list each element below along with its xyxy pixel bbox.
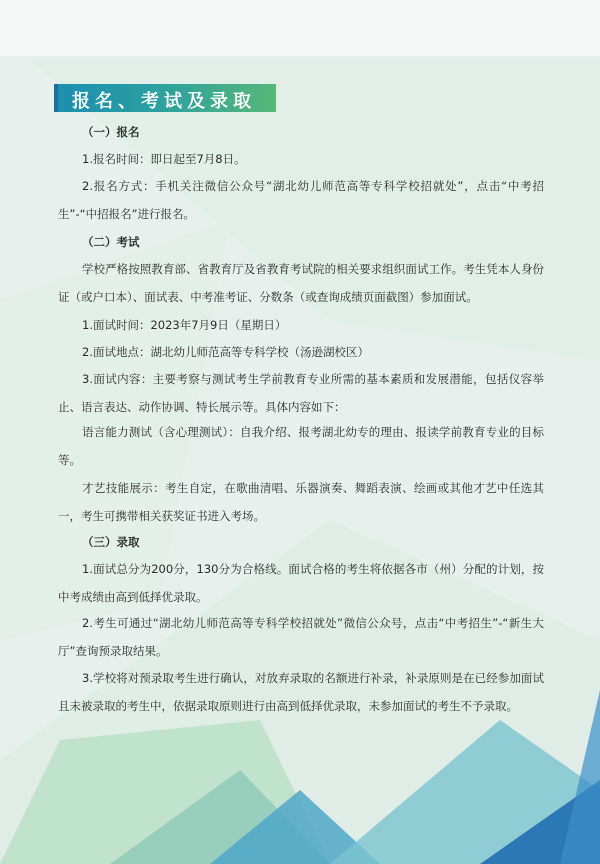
admission-confirm: 3.学校将对预录取考生进行确认，对放弃录取的名额进行补录，补录原则是在已经参加面试且未被录取的考生中，依据录取原则进行由高到低择优录取，未参加面试的考生不予录取。 bbox=[58, 671, 544, 713]
admission-score: 1.面试总分为200分，130分为合格线。面试合格的考生将依据各市（州）分配的计划，按中考成绩由高到低择优录取。 bbox=[58, 562, 544, 604]
exam-heading: （二）考试 bbox=[82, 235, 140, 249]
section-title: 报名、考试及录取 bbox=[72, 91, 256, 112]
admission-query: 2.考生可通过“湖北幼儿师范高等专科学校招就处”微信公众号，点击“中考招生”-“新生大厅”查询预录取结果。 bbox=[58, 616, 544, 658]
signup-time: 1.报名时间：即日起至7月8日。 bbox=[82, 152, 246, 166]
signup-method: 2.报名方式：手机关注微信公众号“湖北幼儿师范高等专科学校招就处”，点击“中考招生”-“中招报名”进行报名。 bbox=[58, 179, 544, 221]
exam-language: 语言能力测试（含心理测试）：自我介绍、报考湖北幼专的理由、报读学前教育专业的目标等。 bbox=[58, 425, 544, 467]
exam-time: 1.面试时间：2023年7月9日（星期日） bbox=[82, 318, 287, 332]
admission-heading: （三）录取 bbox=[82, 535, 140, 549]
signup-heading: （一）报名 bbox=[82, 125, 140, 139]
exam-place: 2.面试地点：湖北幼儿师范高等专科学校（汤逊湖校区） bbox=[82, 345, 369, 359]
section-title-bar bbox=[58, 84, 276, 112]
exam-content: 3.面试内容：主要考察与测试考生学前教育专业所需的基本素质和发展潜能，包括仪容举止、语言表达、动作协调、特长展示等。具体内容如下： bbox=[58, 372, 544, 414]
exam-talent: 才艺技能展示：考生自定，在歌曲清唱、乐器演奏、舞蹈表演、绘画或其他才艺中任选其一，考生可携带相关获奖证书进入考场。 bbox=[58, 481, 544, 523]
exam-intro: 学校严格按照教育部、省教育厅及省教育考试院的相关要求组织面试工作。考生凭本人身份证（或户口本）、面试表、中考准考证、分数条（或查询成绩页面截图）参加面试。 bbox=[58, 262, 544, 304]
